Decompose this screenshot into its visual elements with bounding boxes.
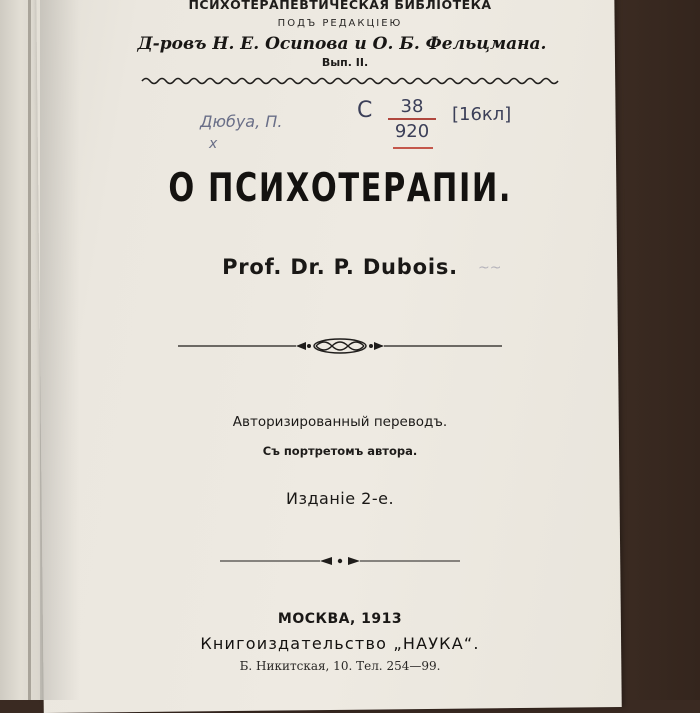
center-ornament — [178, 336, 502, 356]
editor-label: ПОДЪ РЕДАКЦІЕЮ — [277, 18, 403, 29]
issue-number: Вып. II. — [321, 56, 369, 69]
pencil-dash: ~~ — [478, 260, 502, 276]
translation-note: Авторизированный переводъ. — [232, 414, 448, 430]
handwritten-author-note: Дюбуа, П. — [200, 112, 283, 131]
call-number-bottom: 920 — [394, 121, 430, 142]
gutter-shadow — [40, 0, 80, 700]
portrait-note: Съ портретомъ автора. — [262, 444, 418, 458]
editors-line: Д-ровъ Н. Е. Осипова и О. Б. Фельцмана. — [137, 34, 547, 54]
title-page — [36, 0, 622, 713]
call-number-fraction — [382, 96, 442, 142]
call-number-prefix: С — [357, 98, 373, 123]
red-underline — [393, 147, 433, 149]
book-author: Prof. Dr. P. Dubois. — [222, 255, 458, 279]
header-ornament-rule — [140, 75, 560, 87]
imprint-address: Б. Никитская, 10. Тел. 254—99. — [239, 659, 441, 673]
call-number-top: 38 — [400, 96, 424, 117]
imprint-city-year: МОСКВА, 1913 — [277, 611, 403, 627]
cover-fold-line — [28, 0, 31, 700]
handwritten-mark: x — [209, 136, 218, 152]
imprint-publisher: Книгоиздательство „НАУКА“. — [200, 634, 480, 653]
series-title: ПСИХОТЕРАПЕВТИЧЕСКАЯ БИБЛІОТЕКА — [188, 0, 492, 12]
lower-ornament — [220, 554, 460, 568]
fraction-bar — [388, 118, 436, 120]
book-title: О ПСИХОТЕРАПІИ. — [168, 166, 512, 211]
edition-note: Изданіе 2-е. — [285, 489, 395, 508]
shelf-mark: [16кл] — [452, 104, 512, 125]
